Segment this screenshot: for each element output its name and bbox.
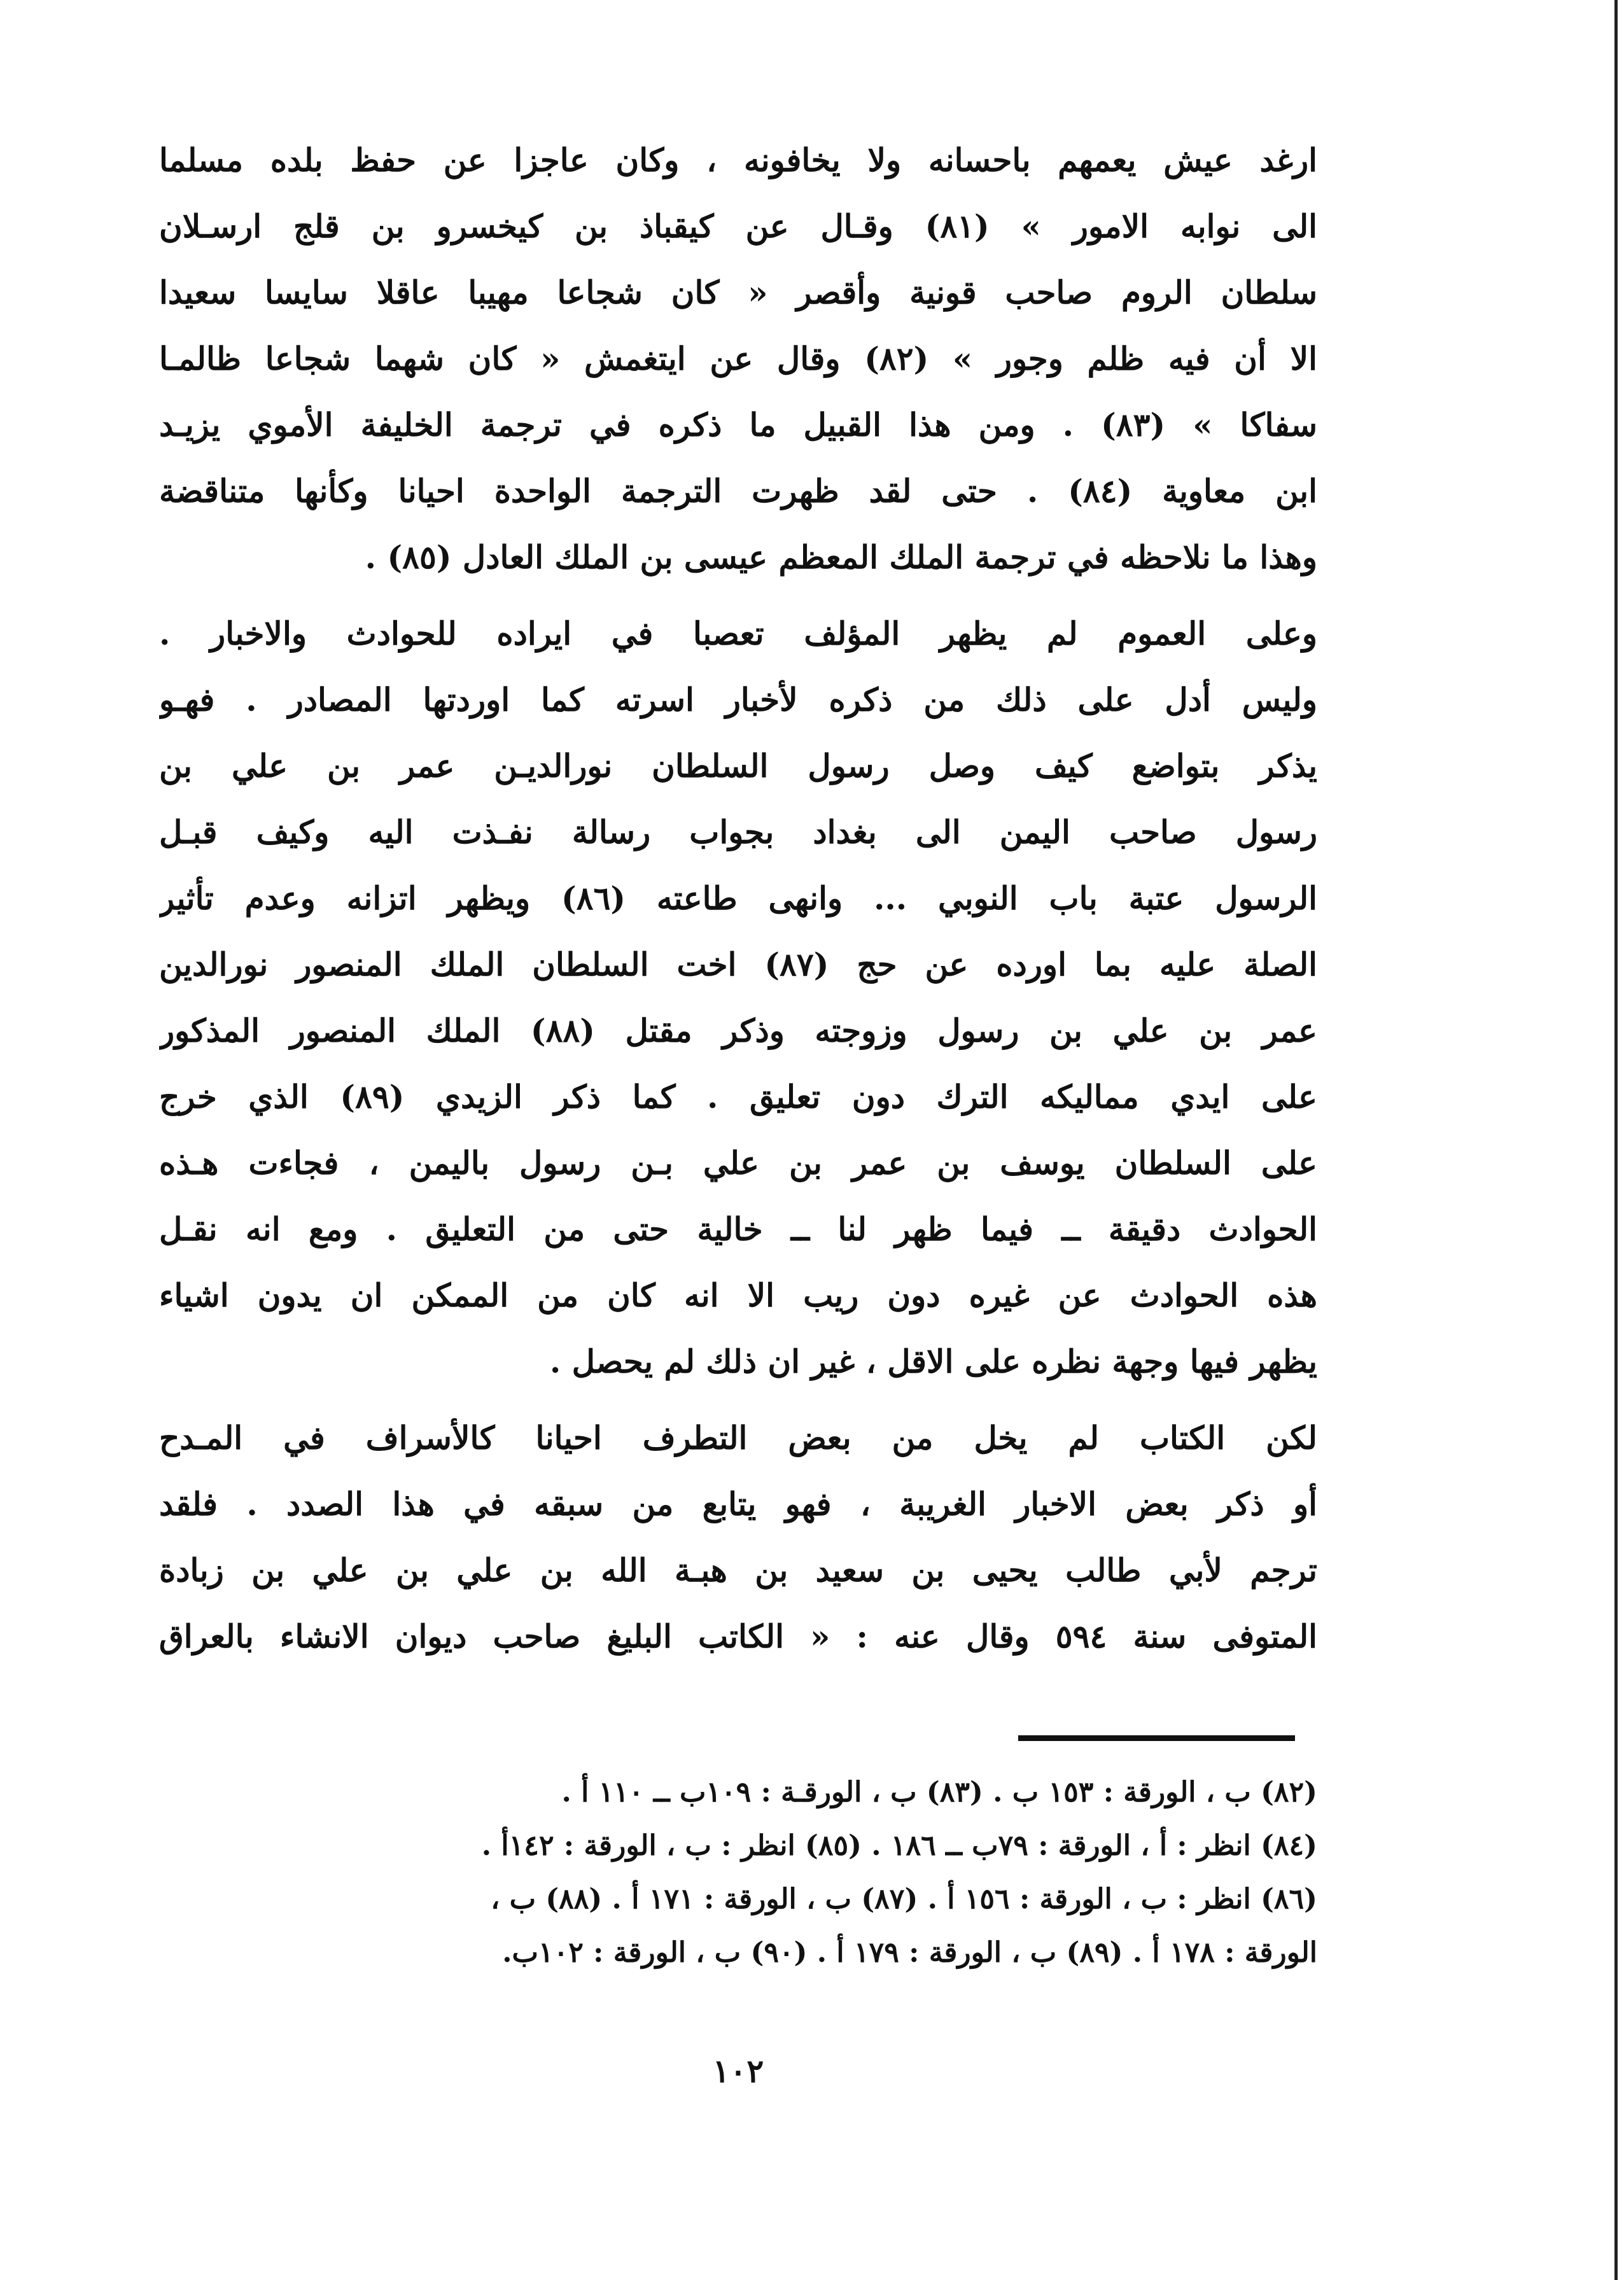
text-line: أو ذكر بعض الاخبار الغريبة ، فهو يتابع من سبقه في هذا الصدد . فلقد [159, 1485, 1317, 1523]
footnote-separator [1018, 1735, 1295, 1741]
footnotes [159, 1766, 1317, 1980]
text-line: يظهر فيها وجهة نظره على الاقل ، غير ان ذلك لم يحصل . [549, 1343, 1317, 1380]
text-line: هذه الحوادث عن غيره دون ريب الا انه كان من الممكن ان يدون اشياء [159, 1276, 1317, 1314]
footnote-line: (٨٢) ب ، الورقة : ١٥٣ ب . (٨٣) ب ، الورقـة : ١٠٩ب ــ ١١٠ أ . [561, 1776, 1317, 1808]
text-line: على ايدي مماليكه الترك دون تعليق . كما ذكر الزيدي (٨٩) الذي خرج [159, 1078, 1317, 1116]
text-line: على السلطان يوسف بن عمر بن علي بـن رسول باليمن ، فجاءت هـذه [159, 1144, 1317, 1182]
text-line: رسول صاحب اليمن الى بغداد بجواب رسالة نفـذت اليه وكيف قبـل [159, 813, 1317, 851]
text-line: وعلى العموم لم يظهر المؤلف تعصبا في ايراده للحوادث والاخبار . [159, 615, 1317, 652]
page-number: ١٠٢ [712, 2052, 764, 2090]
paragraph-2 [159, 601, 1317, 1395]
text-line: سفاكا » (٨٣) . ومن هذا القبيل ما ذكره في ترجمة الخليفة الأموي يزيـد [159, 406, 1317, 444]
text-line: لكن الكتاب لم يخل من بعض التطرف احيانا كالأسراف في المـدح [159, 1419, 1317, 1457]
text-line: الرسول عتبة باب النوبي ... وانهى طاعته (٨٦) ويظهر اتزانه وعدم تأثير [159, 879, 1317, 917]
text-line: الصلة عليه بما اورده عن حج (٨٧) اخت السلطان الملك المنصور نورالدين [159, 946, 1317, 983]
text-line: وليس أدل على ذلك من ذكره لأخبار اسرته كما اوردتها المصادر . فهـو [159, 681, 1317, 718]
text-line: ابن معاوية (٨٤) . حتى لقد ظهرت الترجمة الواحدة احيانا وكأنها متناقضة [159, 472, 1317, 510]
page-edge-border [1614, 0, 1618, 2280]
text-line: ترجم لأبي طالب يحيى بن سعيد بن هبـة الله بن علي بن علي بن زبادة [159, 1551, 1317, 1589]
text-line: ارغد عيش يعمهم باحسانه ولا يخافونه ، وكان عاجزا عن حفظ بلده مسلما [159, 141, 1317, 179]
paragraph-1 [159, 127, 1317, 591]
footnote-line: (٨٦) انظر : ب ، الورقة : ١٥٦ أ . (٨٧) ب ، الورقة : ١٧١ أ . (٨٨) ب ، [491, 1883, 1317, 1915]
footnote-line: الورقة : ١٧٨ أ . (٨٩) ب ، الورقة : ١٧٩ أ . (٩٠) ب ، الورقة : ١٠٢ب. [502, 1936, 1317, 1969]
text-line: المتوفى سنة ٥٩٤ وقال عنه : « الكاتب البليغ صاحب ديوان الانشاء بالعراق [159, 1618, 1317, 1655]
footnote-line: (٨٤) انظر : أ ، الورقة : ٧٩ب ــ ١٨٦ . (٨٥) انظر : ب ، الورقة : ١٤٢أ . [481, 1829, 1317, 1862]
main-text [159, 127, 1317, 1670]
text-line: الى نوابه الامور » (٨١) وقـال عن كيقباذ بن كيخسرو بن قلج ارسـلان [159, 207, 1317, 245]
paragraph-3 [159, 1405, 1317, 1670]
text-line: سلطان الروم صاحب قونية وأقصر « كان شجاعا مهيبا عاقلا سايسا سعيدا [159, 274, 1317, 311]
text-line: وهذا ما نلاحظه في ترجمة الملك المعظم عيسى بن الملك العادل (٨٥) . [365, 538, 1317, 576]
text-line: يذكر بتواضع كيف وصل رسول السلطان نورالديـن عمر بن علي بن [159, 747, 1317, 785]
text-line: الا أن فيه ظلم وجور » (٨٢) وقال عن ايتغمش « كان شهما شجاعا ظالمـا [159, 340, 1317, 377]
text-line: عمر بن علي بن رسول وزوجته وذكر مقتل (٨٨) الملك المنصور المذكور [159, 1012, 1317, 1049]
text-line: الحوادث دقيقة ــ فيما ظهر لنا ــ خالية حتى من التعليق . ومع انه نقـل [159, 1210, 1317, 1248]
